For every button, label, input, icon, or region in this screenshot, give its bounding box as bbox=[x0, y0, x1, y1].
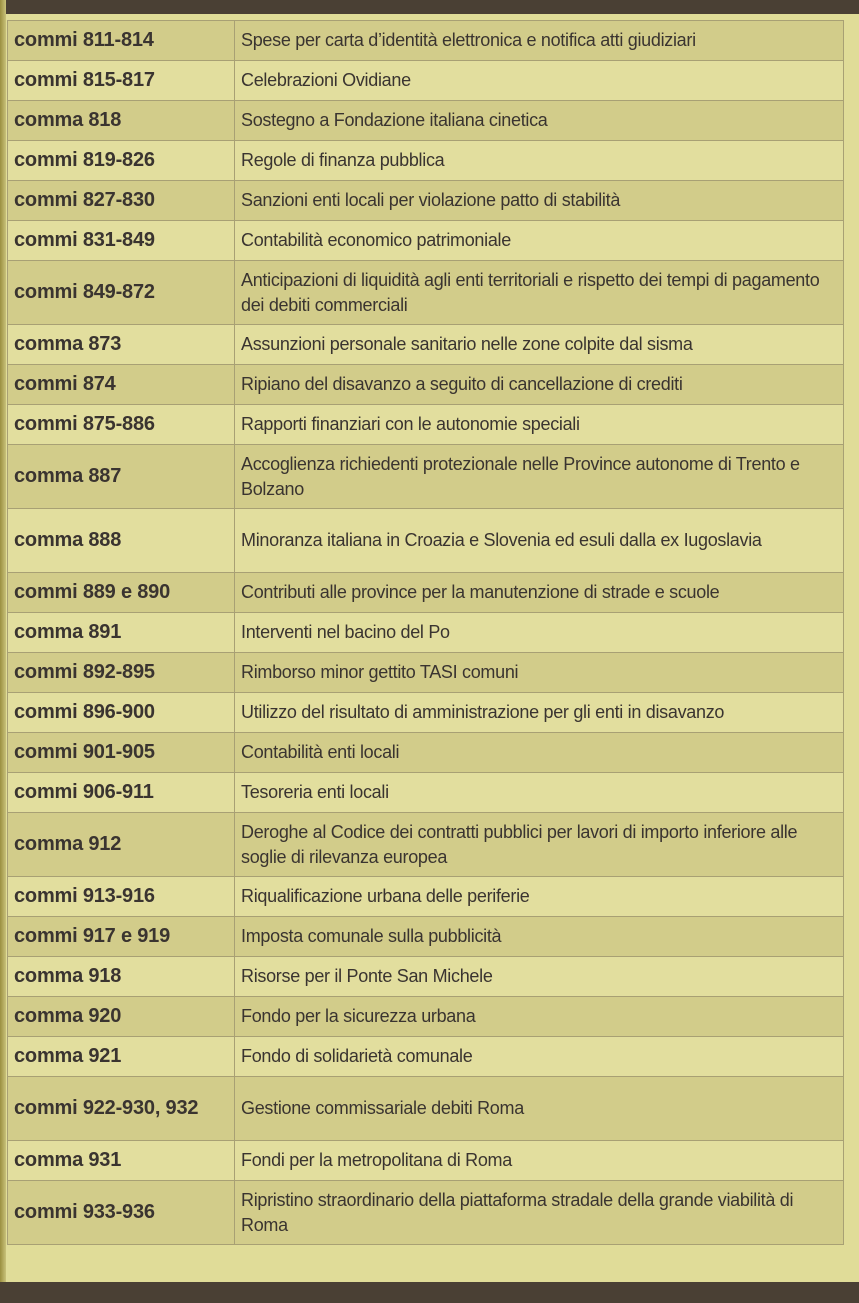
clause-ref: comma 921 bbox=[8, 1037, 235, 1077]
clause-description: Gestione commissariale debiti Roma bbox=[235, 1077, 844, 1141]
clause-ref: commi 819-826 bbox=[8, 141, 235, 181]
clause-description: Riqualificazione urbana delle periferie bbox=[235, 877, 844, 917]
clause-ref: commi 815-817 bbox=[8, 61, 235, 101]
bottom-border-bar bbox=[0, 1282, 859, 1303]
table-row bbox=[8, 653, 844, 693]
clause-ref: commi 811-814 bbox=[8, 21, 235, 61]
table-row bbox=[8, 61, 844, 101]
table-row bbox=[8, 1077, 844, 1141]
clause-description: Celebrazioni Ovidiane bbox=[235, 61, 844, 101]
clause-description: Contabilità enti locali bbox=[235, 733, 844, 773]
clause-description: Imposta comunale sulla pubblicità bbox=[235, 917, 844, 957]
clause-description: Fondo di solidarietà comunale bbox=[235, 1037, 844, 1077]
clause-ref: comma 818 bbox=[8, 101, 235, 141]
clause-description: Spese per carta d’identità elettronica e notifica atti giudiziari bbox=[235, 21, 844, 61]
clause-ref: commi 933-936 bbox=[8, 1181, 235, 1245]
clause-ref: commi 906-911 bbox=[8, 773, 235, 813]
table-row bbox=[8, 573, 844, 613]
clause-description: Fondo per la sicurezza urbana bbox=[235, 997, 844, 1037]
clause-ref: commi 913-916 bbox=[8, 877, 235, 917]
clause-ref: comma 891 bbox=[8, 613, 235, 653]
page-left-edge bbox=[0, 0, 6, 1303]
table-row bbox=[8, 325, 844, 365]
clause-ref: comma 873 bbox=[8, 325, 235, 365]
table-row bbox=[8, 181, 844, 221]
table-row bbox=[8, 813, 844, 877]
table-row bbox=[8, 101, 844, 141]
table-row bbox=[8, 1181, 844, 1245]
clause-description: Contributi alle province per la manutenzione di strade e scuole bbox=[235, 573, 844, 613]
clause-description: Minoranza italiana in Croazia e Slovenia ed esuli dalla ex Iugoslavia bbox=[235, 509, 844, 573]
clause-description: Anticipazioni di liquidità agli enti territoriali e rispetto dei tempi di pagamento dei debiti commerciali bbox=[235, 261, 844, 325]
clause-description: Regole di finanza pubblica bbox=[235, 141, 844, 181]
table-row bbox=[8, 997, 844, 1037]
clause-ref: comma 920 bbox=[8, 997, 235, 1037]
table-row bbox=[8, 773, 844, 813]
clause-ref: comma 918 bbox=[8, 957, 235, 997]
clause-description: Sanzioni enti locali per violazione patto di stabilità bbox=[235, 181, 844, 221]
clause-description: Ripristino straordinario della piattaforma stradale della grande viabilità di Roma bbox=[235, 1181, 844, 1245]
table-row bbox=[8, 365, 844, 405]
table-row bbox=[8, 509, 844, 573]
clause-description: Assunzioni personale sanitario nelle zone colpite dal sisma bbox=[235, 325, 844, 365]
clause-description: Fondi per la metropolitana di Roma bbox=[235, 1141, 844, 1181]
clause-ref: commi 917 e 919 bbox=[8, 917, 235, 957]
clause-ref: commi 892-895 bbox=[8, 653, 235, 693]
table-row bbox=[8, 957, 844, 997]
table-row bbox=[8, 877, 844, 917]
clause-description: Tesoreria enti locali bbox=[235, 773, 844, 813]
table-row bbox=[8, 445, 844, 509]
table-row bbox=[8, 405, 844, 445]
clause-description: Accoglienza richiedenti protezionale nelle Province autonome di Trento e Bolzano bbox=[235, 445, 844, 509]
provisions-table bbox=[7, 20, 844, 1245]
clause-ref: commi 849-872 bbox=[8, 261, 235, 325]
clause-ref: comma 887 bbox=[8, 445, 235, 509]
clause-description: Sostegno a Fondazione italiana cinetica bbox=[235, 101, 844, 141]
clause-ref: commi 922-930, 932 bbox=[8, 1077, 235, 1141]
clause-ref: commi 896-900 bbox=[8, 693, 235, 733]
clause-description: Ripiano del disavanzo a seguito di cancellazione di crediti bbox=[235, 365, 844, 405]
clause-description: Deroghe al Codice dei contratti pubblici per lavori di importo inferiore alle soglie di rilevanza europea bbox=[235, 813, 844, 877]
clause-ref: commi 901-905 bbox=[8, 733, 235, 773]
table-row bbox=[8, 613, 844, 653]
table-row bbox=[8, 21, 844, 61]
table-row bbox=[8, 261, 844, 325]
table-row bbox=[8, 1037, 844, 1077]
clause-description: Contabilità economico patrimoniale bbox=[235, 221, 844, 261]
clause-ref: commi 874 bbox=[8, 365, 235, 405]
clause-description: Rimborso minor gettito TASI comuni bbox=[235, 653, 844, 693]
table-row bbox=[8, 917, 844, 957]
clause-ref: comma 888 bbox=[8, 509, 235, 573]
table-row bbox=[8, 221, 844, 261]
clause-ref: commi 875-886 bbox=[8, 405, 235, 445]
table-row bbox=[8, 141, 844, 181]
clause-description: Rapporti finanziari con le autonomie speciali bbox=[235, 405, 844, 445]
clause-ref: comma 931 bbox=[8, 1141, 235, 1181]
clause-description: Interventi nel bacino del Po bbox=[235, 613, 844, 653]
clause-ref: commi 889 e 890 bbox=[8, 573, 235, 613]
table-row bbox=[8, 1141, 844, 1181]
clause-ref: commi 827-830 bbox=[8, 181, 235, 221]
clause-ref: commi 831-849 bbox=[8, 221, 235, 261]
clause-description: Utilizzo del risultato di amministrazione per gli enti in disavanzo bbox=[235, 693, 844, 733]
table-row bbox=[8, 693, 844, 733]
clause-ref: comma 912 bbox=[8, 813, 235, 877]
table-row bbox=[8, 733, 844, 773]
clause-description: Risorse per il Ponte San Michele bbox=[235, 957, 844, 997]
top-border-bar bbox=[0, 0, 859, 14]
